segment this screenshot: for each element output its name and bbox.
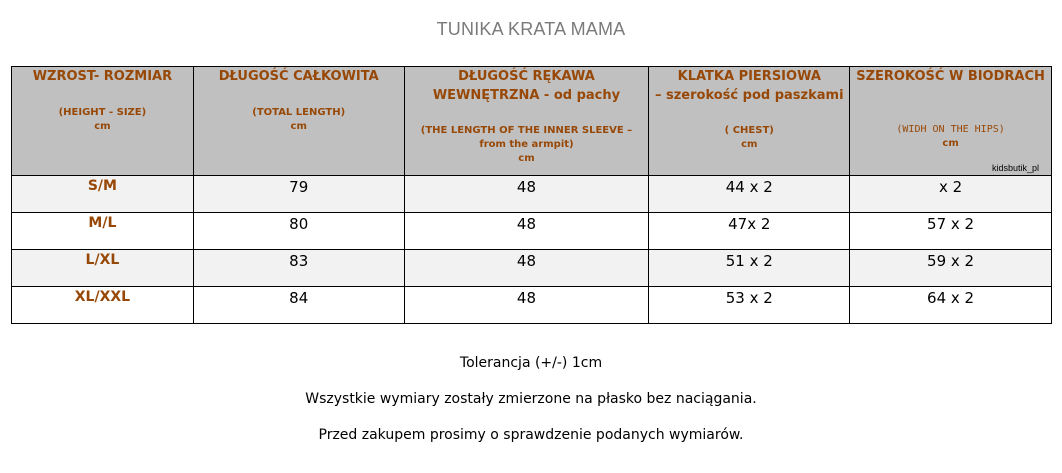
sleeve-cell: 48	[404, 213, 649, 250]
size-cell: S/M	[12, 176, 194, 213]
header-sub: ( CHEST)	[724, 125, 774, 136]
length-cell: 79	[193, 176, 404, 213]
size-cell: L/XL	[12, 250, 194, 287]
header-main-line2: WEWNĘTRZNA - od pachy	[432, 88, 621, 103]
sleeve-cell: 48	[404, 250, 649, 287]
table-row	[12, 287, 1052, 324]
size-cell: M/L	[12, 213, 194, 250]
hips-cell: 59 x 2	[850, 250, 1052, 287]
table-row	[12, 213, 1052, 250]
check-note: Przed zakupem prosimy o sprawdzenie podanych wymiarów.	[318, 427, 744, 443]
header-sub: (TOTAL LENGTH)	[252, 107, 346, 118]
table-row	[12, 250, 1052, 287]
hips-cell: x 2	[850, 176, 1052, 213]
header-sub: (HEIGHT - SIZE)	[58, 107, 147, 118]
header-unit: cm	[518, 153, 535, 164]
header-total-length	[193, 67, 404, 176]
tolerance-note: Tolerancja (+/-) 1cm	[459, 355, 603, 371]
chest-cell: 53 x 2	[649, 287, 850, 324]
header-sub: (WIDH ON THE HIPS)	[896, 124, 1005, 135]
length-cell: 83	[193, 250, 404, 287]
size-cell: XL/XXL	[12, 287, 194, 324]
header-main-line2: – szerokość pod paszkami	[654, 88, 844, 103]
header-height-size	[12, 67, 194, 176]
header-sleeve-length	[404, 67, 649, 176]
brand-watermark: kidsbutik_pl	[991, 163, 1039, 173]
chest-cell: 51 x 2	[649, 250, 850, 287]
chest-cell: 47x 2	[649, 213, 850, 250]
length-cell: 80	[193, 213, 404, 250]
table-row	[12, 176, 1052, 213]
length-cell: 84	[193, 287, 404, 324]
header-unit: cm	[741, 139, 758, 150]
header-sub-line2: from the armpit)	[479, 139, 574, 150]
header-hips-width	[850, 67, 1052, 176]
header-main: WZROST- ROZMIAR	[32, 69, 173, 84]
header-main: SZEROKOŚĆ W BIODRACH	[856, 69, 1045, 84]
size-table	[11, 66, 1052, 324]
header-main: DŁUGOŚĆ CAŁKOWITA	[218, 69, 379, 84]
header-unit: cm	[94, 121, 111, 132]
sleeve-cell: 48	[404, 176, 649, 213]
hips-cell: 57 x 2	[850, 213, 1052, 250]
header-main-line1: DŁUGOŚĆ RĘKAWA	[458, 69, 595, 84]
measurement-note: Wszystkie wymiary zostały zmierzone na płasko bez naciągania.	[305, 391, 757, 407]
sleeve-cell: 48	[404, 287, 649, 324]
header-chest	[649, 67, 850, 176]
header-unit: cm	[290, 121, 307, 132]
chest-cell: 44 x 2	[649, 176, 850, 213]
page-title: TUNIKA KRATA MAMA	[436, 19, 626, 39]
hips-cell: 64 x 2	[850, 287, 1052, 324]
table-header-row	[12, 67, 1052, 176]
header-main-line1: KLATKA PIERSIOWA	[677, 69, 821, 84]
header-sub-line1: (THE LENGTH OF THE INNER SLEEVE –	[420, 125, 633, 136]
header-unit: cm	[942, 138, 959, 149]
